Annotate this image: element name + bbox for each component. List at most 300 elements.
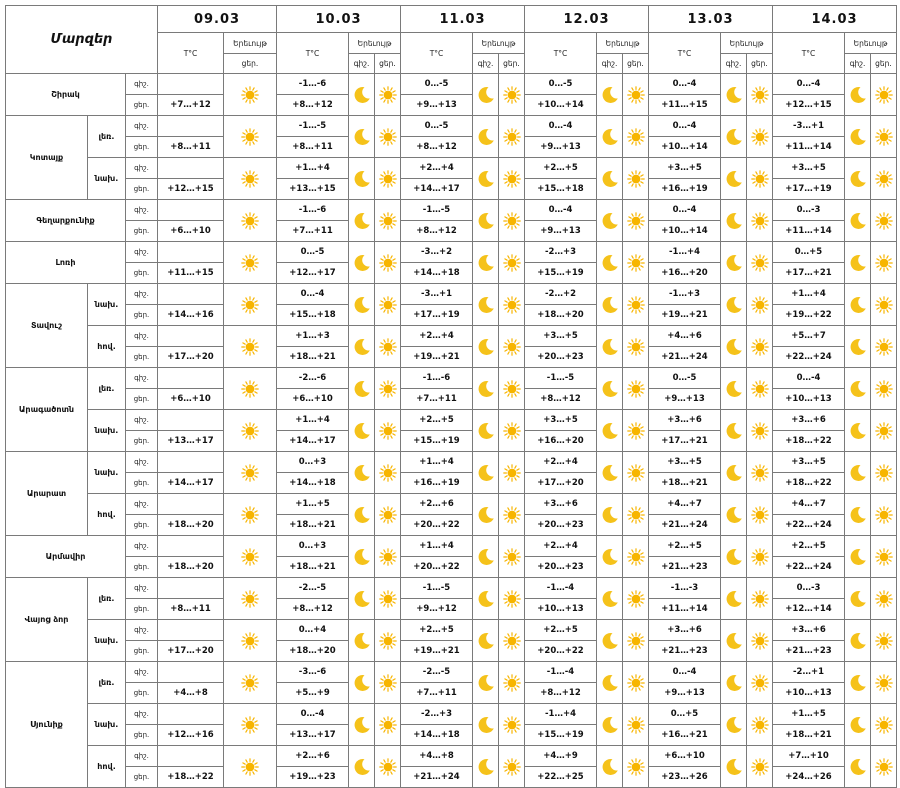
sun-icon-cell [499,452,525,494]
sun-icon [224,422,276,440]
sun-icon-cell [747,368,773,410]
night-label: գիշ. [126,326,158,347]
night-temperature: +2…+5 [525,620,597,641]
sun-icon [499,296,524,314]
sun-icon [747,212,772,230]
sun-icon-cell [224,368,277,410]
night-temperature [158,662,224,683]
night-temperature [158,620,224,641]
moon-icon [473,757,498,777]
night-temperature: -1…+4 [525,704,597,725]
sun-icon-cell [747,662,773,704]
night-temperature: 0…-3 [773,578,845,599]
sun-icon [224,338,276,356]
forecast-row [6,662,897,683]
night-subheader: գիշ. [597,54,623,74]
region-name: Գեղարքունիք [6,200,126,242]
moon-icon [721,211,746,231]
day-temperature: +19…+21 [649,305,721,326]
moon-icon-cell [845,242,871,284]
moon-icon [845,127,870,147]
night-temperature: +3…+6 [773,620,845,641]
moon-icon-cell [845,494,871,536]
moon-icon-cell [721,242,747,284]
night-temperature: -3…-6 [277,662,349,683]
sun-icon-cell [871,494,897,536]
day-label: ցեր. [126,389,158,410]
sun-icon [871,464,896,482]
moon-icon [597,127,622,147]
night-subheader: գիշ. [349,54,375,74]
night-temperature: -2…+2 [525,284,597,305]
sun-icon [747,254,772,272]
night-temperature: 0…-3 [773,200,845,221]
moon-icon [473,85,498,105]
moon-icon-cell [845,536,871,578]
sun-icon [499,86,524,104]
moon-icon-cell [845,578,871,620]
day-temperature: +5…+9 [277,683,349,704]
night-temperature: -1…+3 [649,284,721,305]
sun-icon-cell [623,116,649,158]
moon-icon-cell [721,704,747,746]
night-temperature: +4…+9 [525,746,597,767]
day-temperature: +8…+12 [401,221,473,242]
night-temperature: +2…+6 [277,746,349,767]
night-temperature [158,284,224,305]
phenomenon-column-header: Երեւույթ [845,33,897,54]
region-name: Վայոց ձոր [6,578,88,662]
night-temperature: +1…+4 [277,410,349,431]
day-label: ցեր. [126,599,158,620]
sun-icon-cell [871,200,897,242]
day-temperature: +22…+24 [773,515,845,536]
night-temperature: -1…-5 [525,368,597,389]
sun-icon-cell [375,74,401,116]
night-temperature [158,410,224,431]
zone-name: հով. [88,746,126,788]
moon-icon [349,253,374,273]
day-temperature: +19…+21 [401,347,473,368]
day-temperature: +14…+17 [158,473,224,494]
day-temperature: +16…+21 [649,725,721,746]
sun-icon-cell [224,116,277,158]
day-temperature: +14…+16 [158,305,224,326]
moon-icon [473,463,498,483]
sun-icon [871,422,896,440]
night-temperature: 0…-4 [649,662,721,683]
region-name: Շիրակ [6,74,126,116]
sun-icon [623,212,648,230]
night-temperature: -1…-4 [525,578,597,599]
moon-icon [721,463,746,483]
night-temperature: -1…+4 [649,242,721,263]
day-label: ցեր. [126,641,158,662]
sun-icon-cell [623,662,649,704]
sun-icon [623,632,648,650]
day-temperature: +22…+24 [773,557,845,578]
sun-icon [499,590,524,608]
moon-icon-cell [845,200,871,242]
day-temperature: +12…+16 [158,725,224,746]
sun-icon-cell [747,704,773,746]
sun-icon-cell [375,158,401,200]
moon-icon [473,127,498,147]
moon-icon-cell [349,536,375,578]
moon-icon-cell [597,242,623,284]
sun-icon [224,590,276,608]
night-temperature: +6…+10 [649,746,721,767]
moon-icon-cell [721,284,747,326]
night-temperature: +3…+5 [525,410,597,431]
night-temperature: 0…-4 [649,74,721,95]
moon-icon-cell [721,116,747,158]
moon-icon-cell [349,578,375,620]
sun-icon [375,716,400,734]
sun-icon-cell [623,242,649,284]
sun-icon-cell [224,662,277,704]
forecast-row [6,494,897,515]
day-temperature: +16…+19 [401,473,473,494]
day-temperature: +21…+23 [649,557,721,578]
sun-icon [375,254,400,272]
sun-icon-cell [375,620,401,662]
phenomenon-column-header: Երեւույթ [721,33,773,54]
moon-icon [597,589,622,609]
forecast-row [6,578,897,599]
sun-icon [499,716,524,734]
moon-icon [349,673,374,693]
night-temperature [158,536,224,557]
sun-icon [747,590,772,608]
forecast-row [6,200,897,221]
day-label: ցեր. [126,557,158,578]
day-temperature: +10…+14 [649,221,721,242]
moon-icon-cell [721,662,747,704]
zone-name: լեռ. [88,368,126,410]
moon-icon [473,631,498,651]
night-temperature: 0…+3 [277,536,349,557]
date-header: 10.03 [277,6,401,33]
sun-icon-cell [375,326,401,368]
moon-icon [349,715,374,735]
night-temperature: -2…-6 [277,368,349,389]
sun-icon-cell [623,620,649,662]
night-label: գիշ. [126,284,158,305]
sun-icon [871,758,896,776]
moon-icon-cell [845,410,871,452]
sun-icon [375,212,400,230]
night-temperature: +3…+5 [773,158,845,179]
moon-icon-cell [721,74,747,116]
moon-icon [349,547,374,567]
sun-icon [499,170,524,188]
sun-icon [375,296,400,314]
day-temperature: +8…+12 [401,137,473,158]
moon-icon [721,757,746,777]
moon-icon [721,631,746,651]
sun-icon-cell [499,494,525,536]
sun-icon [871,548,896,566]
night-temperature: +2…+4 [401,326,473,347]
night-subheader: գիշ. [721,54,747,74]
night-temperature: -1…-5 [401,200,473,221]
region-name: Տավուշ [6,284,88,368]
sun-icon-cell [499,326,525,368]
forecast-row [6,242,897,263]
moon-icon-cell [473,494,499,536]
sun-icon [499,254,524,272]
sun-icon-cell [871,452,897,494]
night-temperature: +3…+6 [773,410,845,431]
moon-icon-cell [349,158,375,200]
day-temperature: +15…+18 [525,179,597,200]
sun-icon-cell [499,368,525,410]
moon-icon-cell [473,368,499,410]
moon-icon-cell [473,704,499,746]
sun-icon-cell [224,536,277,578]
sun-icon [224,128,276,146]
day-temperature: +17…+20 [158,347,224,368]
moon-icon-cell [845,662,871,704]
day-temperature: +14…+17 [277,431,349,452]
night-label: գիշ. [126,578,158,599]
sun-icon-cell [375,116,401,158]
sun-icon-cell [871,158,897,200]
sun-icon-cell [375,410,401,452]
sun-icon-cell [623,452,649,494]
day-subheader: ցեր. [623,54,649,74]
forecast-row [6,536,897,557]
sun-icon-cell [224,704,277,746]
moon-icon [349,169,374,189]
sun-icon [375,548,400,566]
night-temperature: +5…+7 [773,326,845,347]
day-temperature: +20…+23 [525,347,597,368]
sun-icon [224,716,276,734]
sun-icon [224,212,276,230]
moon-icon [473,169,498,189]
night-subheader: գիշ. [845,54,871,74]
day-temperature: +9…+13 [525,221,597,242]
day-temperature: +16…+20 [525,431,597,452]
day-temperature: +21…+24 [649,515,721,536]
moon-icon [473,295,498,315]
day-temperature: +8…+11 [277,137,349,158]
day-temperature: +11…+15 [649,95,721,116]
sun-icon-cell [499,704,525,746]
day-temperature: +18…+22 [773,473,845,494]
night-temperature: -2…-5 [401,662,473,683]
sun-icon [747,86,772,104]
zone-name: լեռ. [88,578,126,620]
sun-icon-cell [375,704,401,746]
moon-icon-cell [845,368,871,410]
sun-icon-cell [623,200,649,242]
moon-icon-cell [721,452,747,494]
moon-icon [845,379,870,399]
region-name: Արմավիր [6,536,126,578]
moon-icon-cell [349,242,375,284]
moon-icon [349,505,374,525]
day-temperature: +20…+22 [401,515,473,536]
sun-icon-cell [375,536,401,578]
day-temperature: +11…+14 [773,137,845,158]
date-header: 12.03 [525,6,649,33]
day-temperature: +18…+20 [158,515,224,536]
day-label: ցեր. [126,263,158,284]
sun-icon [747,632,772,650]
day-temperature: +18…+21 [649,473,721,494]
sun-icon-cell [747,116,773,158]
day-temperature: +18…+20 [525,305,597,326]
night-temperature [158,326,224,347]
moon-icon-cell [845,326,871,368]
phenomenon-column-header: Երեւույթ [597,33,649,54]
sun-icon-cell [375,746,401,788]
moon-icon [473,547,498,567]
moon-icon-cell [349,620,375,662]
forecast-row [6,704,897,725]
night-temperature: +1…+5 [773,704,845,725]
zone-name: լեռ. [88,662,126,704]
moon-icon [597,505,622,525]
sun-icon-cell [224,158,277,200]
sun-icon-cell [375,284,401,326]
regions-header: Մարզեր [6,6,158,74]
sun-icon [747,548,772,566]
day-temperature: +14…+18 [401,263,473,284]
sun-icon-cell [623,536,649,578]
moon-icon-cell [473,116,499,158]
sun-icon [499,506,524,524]
sun-icon [224,674,276,692]
sun-icon-cell [871,242,897,284]
sun-icon-cell [499,746,525,788]
sun-icon [499,380,524,398]
night-temperature: 0…-5 [277,242,349,263]
moon-icon-cell [473,242,499,284]
date-header: 13.03 [649,6,773,33]
moon-icon [473,589,498,609]
sun-icon-cell [871,620,897,662]
moon-icon [597,421,622,441]
temp-column-header: T°C [401,33,473,74]
day-temperature: +20…+22 [525,641,597,662]
night-temperature: +2…+4 [525,536,597,557]
night-temperature: +4…+7 [649,494,721,515]
night-label: գիշ. [126,452,158,473]
moon-icon [721,169,746,189]
day-temperature: +19…+21 [401,641,473,662]
moon-icon [845,547,870,567]
sun-icon [871,632,896,650]
day-temperature: +14…+17 [401,179,473,200]
night-subheader: գիշ. [473,54,499,74]
sun-icon [871,590,896,608]
sun-icon-cell [747,494,773,536]
moon-icon [721,715,746,735]
moon-icon [597,337,622,357]
moon-icon [473,505,498,525]
night-label: գիշ. [126,662,158,683]
sun-icon-cell [871,116,897,158]
forecast-row [6,620,897,641]
day-temperature: +14…+18 [277,473,349,494]
sun-icon [623,422,648,440]
sun-icon [499,674,524,692]
night-temperature: 0…+3 [277,452,349,473]
sun-icon-cell [623,578,649,620]
sun-icon-cell [747,326,773,368]
sun-icon [623,548,648,566]
sun-icon-cell [375,242,401,284]
sun-icon-cell [224,242,277,284]
moon-icon-cell [473,200,499,242]
sun-icon [224,506,276,524]
day-temperature: +20…+23 [525,557,597,578]
day-temperature: +16…+19 [649,179,721,200]
night-temperature: -3…+1 [773,116,845,137]
moon-icon [473,673,498,693]
day-temperature: +22…+24 [773,347,845,368]
night-temperature [158,578,224,599]
sun-icon [499,338,524,356]
moon-icon [845,169,870,189]
day-label: ցեր. [126,305,158,326]
moon-icon-cell [349,116,375,158]
day-label: ցեր. [126,431,158,452]
day-label: ցեր. [126,137,158,158]
day-temperature: +15…+19 [401,431,473,452]
night-temperature: +3…+5 [649,158,721,179]
forecast-row [6,284,897,305]
day-temperature: +18…+21 [277,557,349,578]
sun-icon [499,128,524,146]
moon-icon [597,547,622,567]
moon-icon-cell [349,284,375,326]
night-temperature: +4…+8 [401,746,473,767]
sun-icon-cell [375,662,401,704]
night-temperature: 0…-4 [773,74,845,95]
moon-icon [845,337,870,357]
day-temperature: +8…+11 [158,137,224,158]
sun-icon [623,86,648,104]
night-temperature [158,242,224,263]
moon-icon [597,463,622,483]
moon-icon [349,631,374,651]
forecast-row [6,116,897,137]
moon-icon [721,85,746,105]
sun-icon-cell [499,578,525,620]
moon-icon-cell [597,326,623,368]
night-temperature: 0…+5 [649,704,721,725]
day-temperature: +22…+25 [525,767,597,788]
sun-icon-cell [623,326,649,368]
sun-icon [623,716,648,734]
moon-icon-cell [597,116,623,158]
moon-icon-cell [597,620,623,662]
sun-icon [375,128,400,146]
day-temperature: +17…+21 [773,263,845,284]
moon-icon [845,715,870,735]
zone-name: նախ. [88,704,126,746]
zone-name: հով. [88,326,126,368]
night-temperature: -3…+2 [401,242,473,263]
region-name: Կոտայք [6,116,88,200]
moon-icon-cell [845,284,871,326]
night-temperature: 0…-4 [649,116,721,137]
